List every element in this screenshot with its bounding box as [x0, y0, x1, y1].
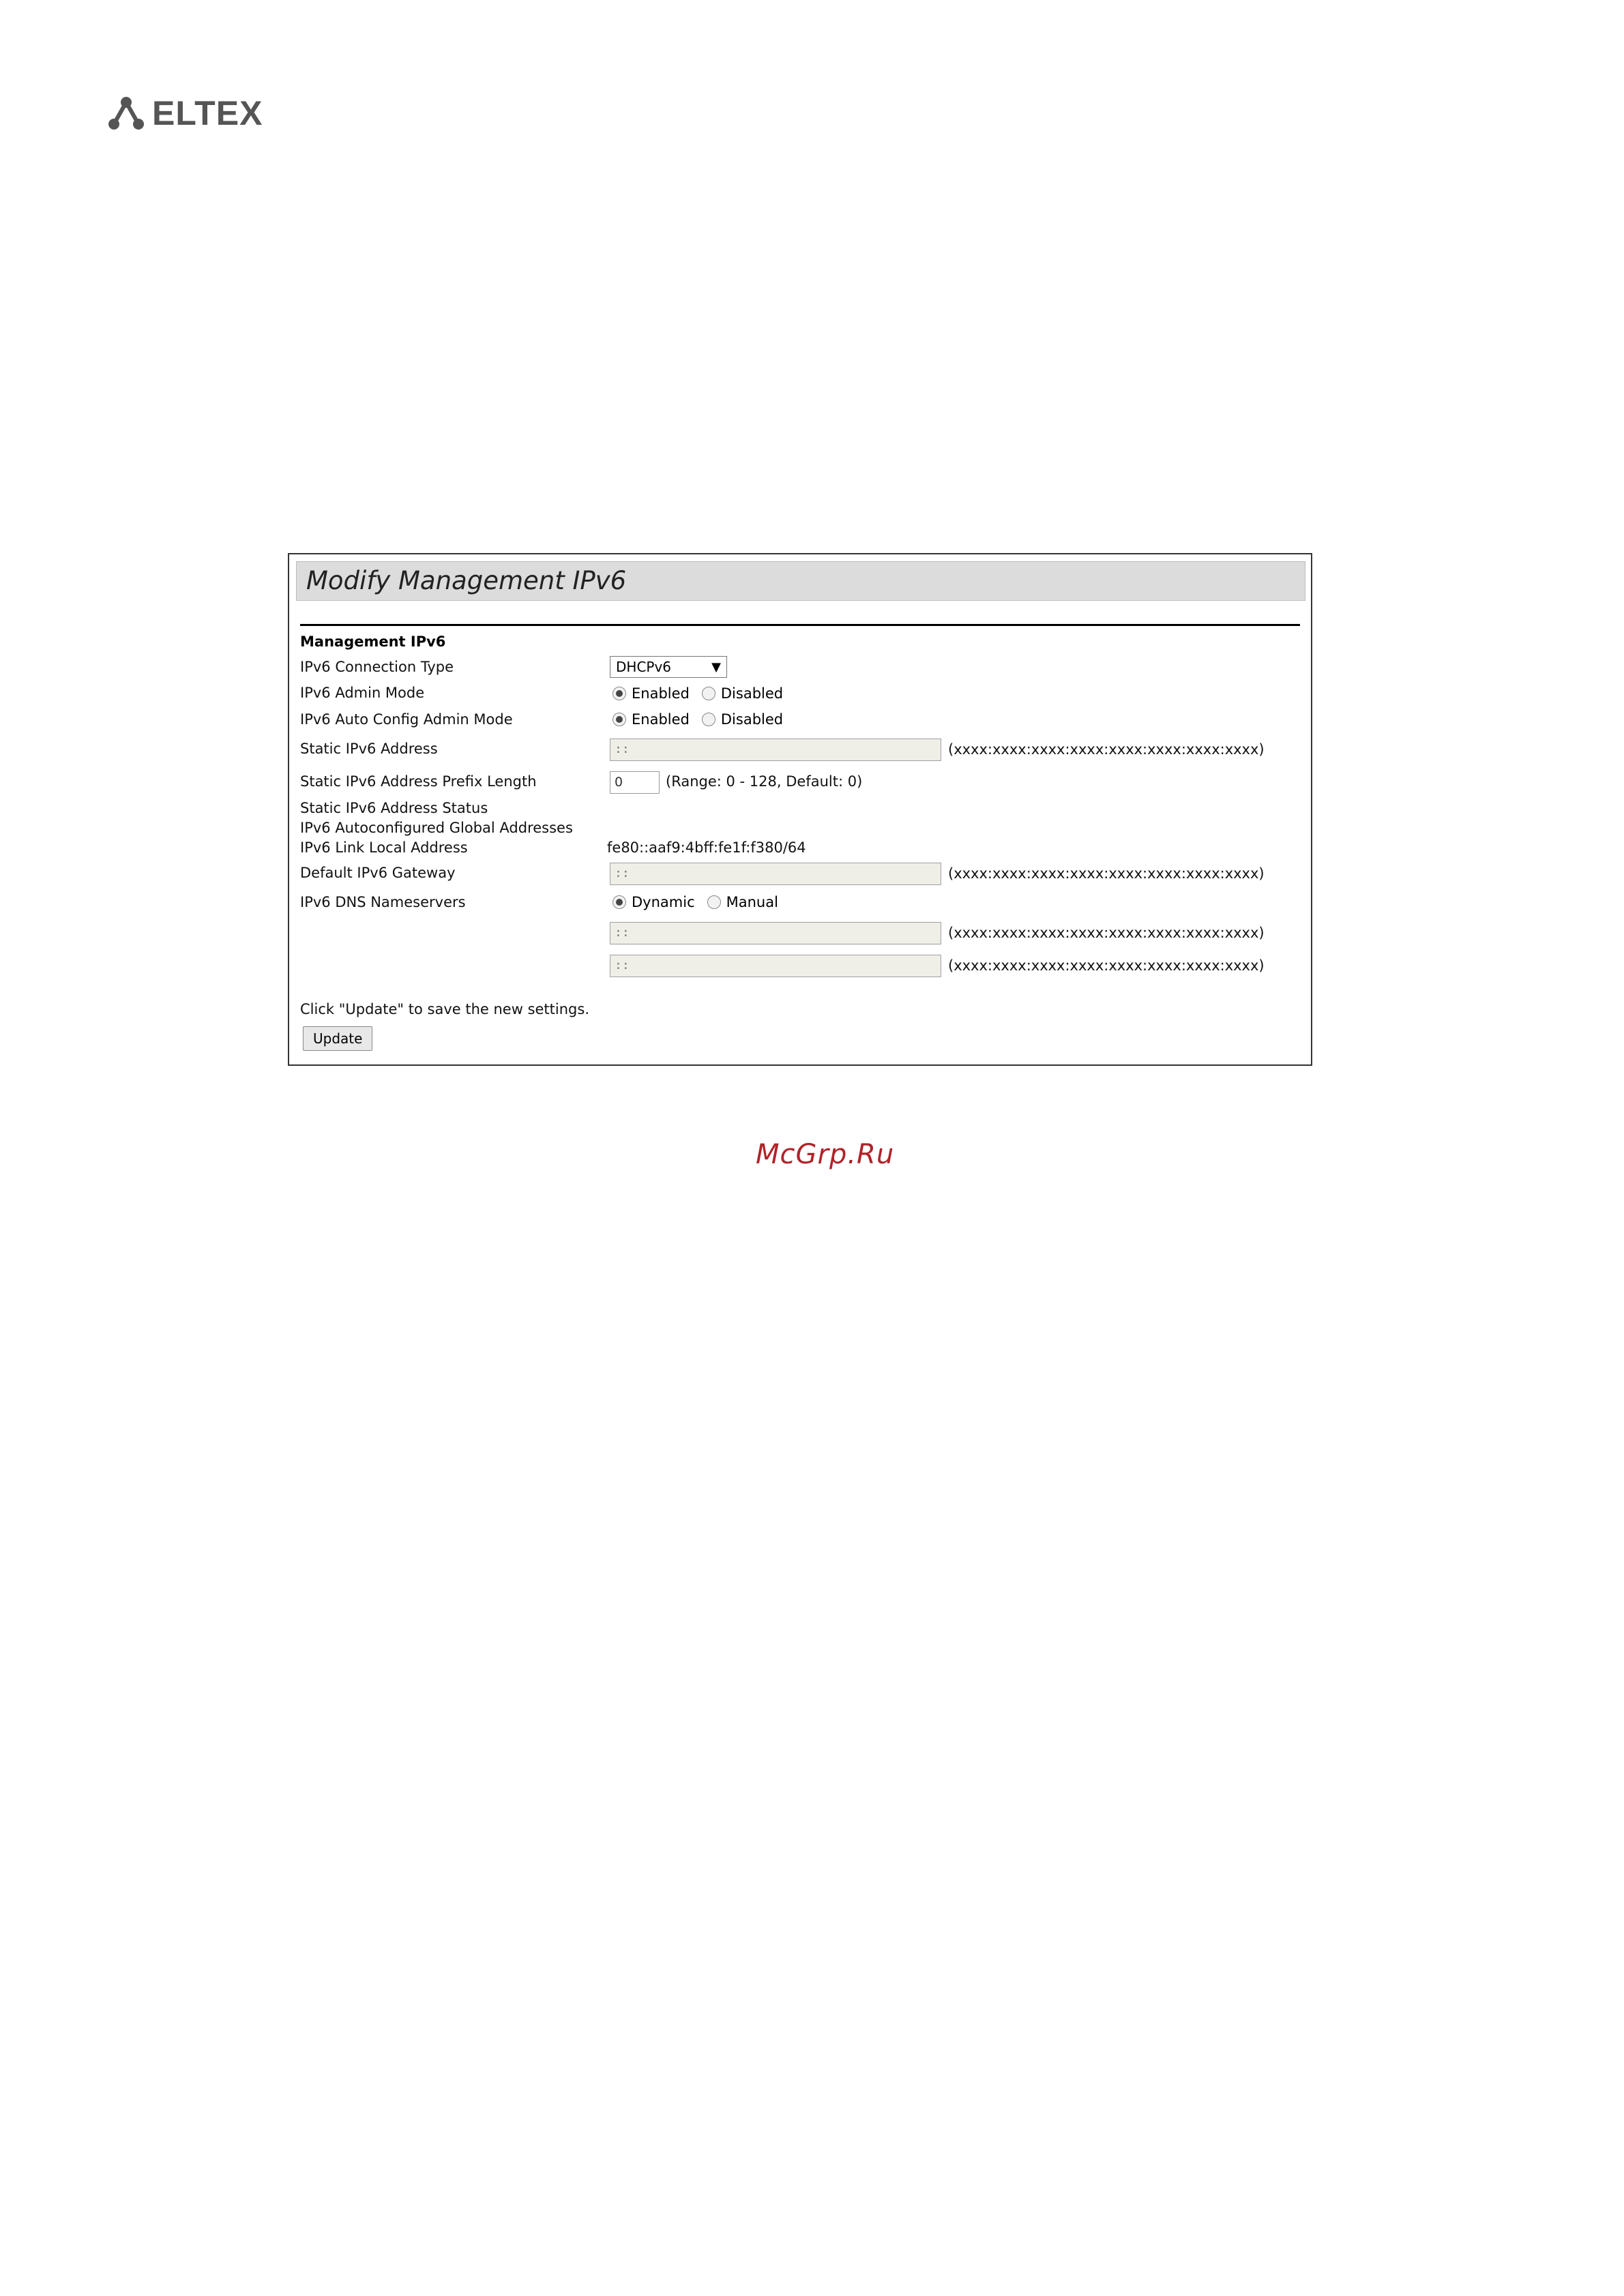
admin-mode-enabled-label: Enabled	[632, 685, 690, 702]
admin-mode-disabled-radio[interactable]	[702, 687, 715, 700]
connection-type-label: IPv6 Connection Type	[300, 659, 454, 675]
auto-config-radios	[612, 711, 790, 728]
dns-server1-hint: (xxxx:xxxx:xxxx:xxxx:xxxx:xxxx:xxxx:xxxx)	[948, 925, 1265, 941]
static-address-hint: (xxxx:xxxx:xxxx:xxxx:xxxx:xxxx:xxxx:xxxx)	[948, 741, 1265, 758]
auto-config-disabled-radio[interactable]	[702, 713, 715, 726]
admin-mode-label: IPv6 Admin Mode	[300, 685, 425, 701]
auto-config-enabled-radio[interactable]	[612, 713, 626, 726]
logo-text: ELTEX	[152, 94, 263, 132]
admin-mode-enabled-radio[interactable]	[612, 687, 626, 700]
title-divider	[300, 624, 1300, 626]
dns-server2-hint: (xxxx:xxxx:xxxx:xxxx:xxxx:xxxx:xxxx:xxxx)	[948, 957, 1265, 974]
update-note: Click "Update" to save the new settings.	[300, 1001, 589, 1017]
static-address-input[interactable]: ::	[610, 739, 941, 761]
dns-mode-radios	[612, 894, 785, 910]
auto-config-disabled-label: Disabled	[720, 711, 784, 728]
gateway-hint: (xxxx:xxxx:xxxx:xxxx:xxxx:xxxx:xxxx:xxxx)	[948, 865, 1265, 882]
dns-dynamic-label: Dynamic	[632, 894, 695, 910]
dns-label: IPv6 DNS Nameservers	[300, 894, 466, 910]
autoconf-global-label: IPv6 Autoconfigured Global Addresses	[300, 820, 573, 836]
address-status-label: Static IPv6 Address Status	[300, 800, 488, 816]
gateway-input[interactable]: ::	[610, 863, 941, 885]
section-label: Management IPv6	[300, 633, 446, 650]
prefix-length-hint: (Range: 0 - 128, Default: 0)	[666, 773, 863, 790]
watermark-text: McGrp.Ru	[756, 1139, 895, 1170]
eltex-logo-icon	[107, 94, 145, 132]
connection-type-select[interactable]	[610, 656, 727, 678]
link-local-value: fe80::aaf9:4bff:fe1f:f380/64	[607, 839, 806, 856]
prefix-length-label: Static IPv6 Address Prefix Length	[300, 773, 537, 790]
dns-server2-input[interactable]: ::	[610, 955, 941, 977]
admin-mode-radios	[612, 685, 790, 702]
link-local-label: IPv6 Link Local Address	[300, 839, 468, 856]
dns-server1-input[interactable]: ::	[610, 922, 941, 944]
auto-config-label: IPv6 Auto Config Admin Mode	[300, 711, 513, 728]
eltex-logo	[107, 94, 263, 132]
update-button[interactable]: Update	[303, 1026, 372, 1051]
dns-manual-radio[interactable]	[707, 895, 721, 909]
static-address-label: Static IPv6 Address	[300, 741, 438, 757]
panel-title: Modify Management IPv6	[296, 561, 1305, 601]
auto-config-enabled-label: Enabled	[632, 711, 690, 728]
dns-dynamic-radio[interactable]	[612, 895, 626, 909]
admin-mode-disabled-label: Disabled	[720, 685, 784, 702]
dns-manual-label: Manual	[726, 894, 778, 910]
dropdown-arrow-icon: ▼	[711, 659, 721, 674]
connection-type-value: DHCPv6	[616, 659, 672, 675]
prefix-length-input[interactable]: 0	[610, 771, 660, 794]
modify-management-ipv6-panel	[288, 553, 1312, 1066]
gateway-label: Default IPv6 Gateway	[300, 865, 456, 881]
